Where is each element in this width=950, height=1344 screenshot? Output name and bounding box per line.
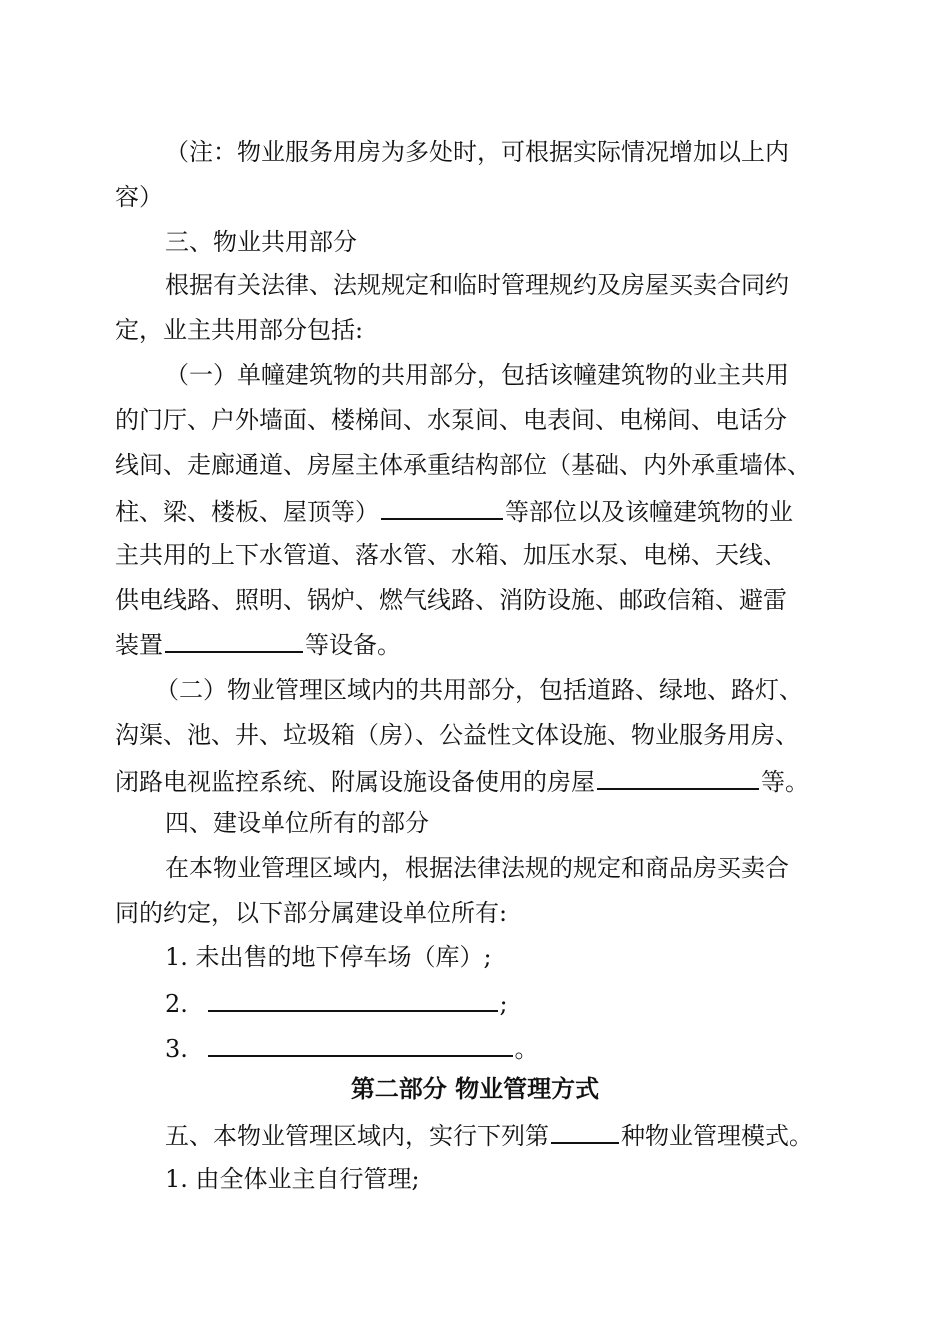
fill-in-blank[interactable] — [208, 1027, 513, 1057]
s5-list-item-1: 1. 由全体业主自行管理; — [165, 1165, 420, 1193]
part-2-heading: 第二部分 物业管理方式 — [350, 1074, 600, 1103]
s4-list-item-2 — [165, 982, 925, 1022]
section-5-text-a: 五、本物业管理区域内，实行下列第 — [165, 1122, 549, 1150]
s3-item-1-line-7-text-b: 等设备。 — [305, 631, 401, 659]
s3-item-1-line-7-text-a: 装置 — [115, 631, 163, 659]
s3-item-1-line-4-text-b: 等部位以及该幢建筑物的业 — [505, 498, 793, 526]
s3-item-2-line-3-text-a: 闭路电视监控系统、附属设施设备使用的房屋 — [115, 768, 595, 796]
s3-item-1-line-5: 主共用的上下水管道、落水管、水箱、加压水泵、电梯、天线、 — [115, 541, 787, 569]
list-number: 2. — [165, 990, 188, 1018]
fill-in-blank[interactable] — [381, 490, 503, 520]
fill-in-blank[interactable] — [551, 1114, 619, 1144]
s3-item-1-line-6: 供电线路、照明、锅炉、燃气线路、消防设施、邮政信箱、避雷 — [115, 586, 787, 614]
list-end-punct: 。 — [514, 1035, 539, 1063]
fill-in-blank[interactable] — [597, 760, 759, 790]
s3-paragraph-line-1: 根据有关法律、法规规定和临时管理规约及房屋买卖合同约 — [165, 271, 789, 299]
list-number: 3. — [165, 1035, 188, 1063]
s3-item-1-line-3: 线间、走廊通道、房屋主体承重结构部位（基础、内外承重墙体、 — [115, 451, 811, 479]
s3-item-2-line-3-text-b: 等。 — [761, 768, 809, 796]
fill-in-blank[interactable] — [165, 623, 303, 653]
section-5-text-b: 种物业管理模式。 — [621, 1122, 813, 1150]
section-4-title: 四、建设单位所有的部分 — [165, 809, 429, 837]
s4-list-item-1: 1. 未出售的地下停车场（库）; — [165, 943, 492, 971]
s3-paragraph-line-2: 定，业主共用部分包括: — [115, 316, 364, 344]
s4-list-item-3 — [165, 1027, 925, 1067]
note-line-1: （注：物业服务用房为多处时，可根据实际情况增加以上内 — [165, 138, 789, 166]
section-5-line — [165, 1114, 925, 1154]
s3-item-1-line-7 — [115, 623, 925, 663]
s3-item-1-line-2: 的门厅、户外墙面、楼梯间、水泵间、电表间、电梯间、电话分 — [115, 406, 787, 434]
fill-in-blank[interactable] — [208, 982, 498, 1012]
section-3-title: 三、物业共用部分 — [165, 228, 357, 256]
note-line-2: 容） — [115, 183, 163, 211]
s4-paragraph-line-1: 在本物业管理区域内，根据法律法规的规定和商品房买卖合 — [165, 854, 789, 882]
list-end-punct: ; — [499, 990, 508, 1018]
s3-item-2-line-3 — [115, 760, 925, 800]
s3-item-2-line-2: 沟渠、池、井、垃圾箱（房）、公益性文体设施、物业服务用房、 — [115, 721, 799, 749]
s3-item-2-line-1: （二）物业管理区域内的共用部分，包括道路、绿地、路灯、 — [155, 676, 803, 704]
s3-item-1-line-4 — [115, 490, 925, 530]
s3-item-1-line-4-text-a: 柱、梁、楼板、屋顶等） — [115, 498, 379, 526]
s3-item-1-line-1: （一）单幢建筑物的共用部分，包括该幢建筑物的业主共用 — [165, 361, 789, 389]
s4-paragraph-line-2: 同的约定，以下部分属建设单位所有: — [115, 899, 508, 927]
